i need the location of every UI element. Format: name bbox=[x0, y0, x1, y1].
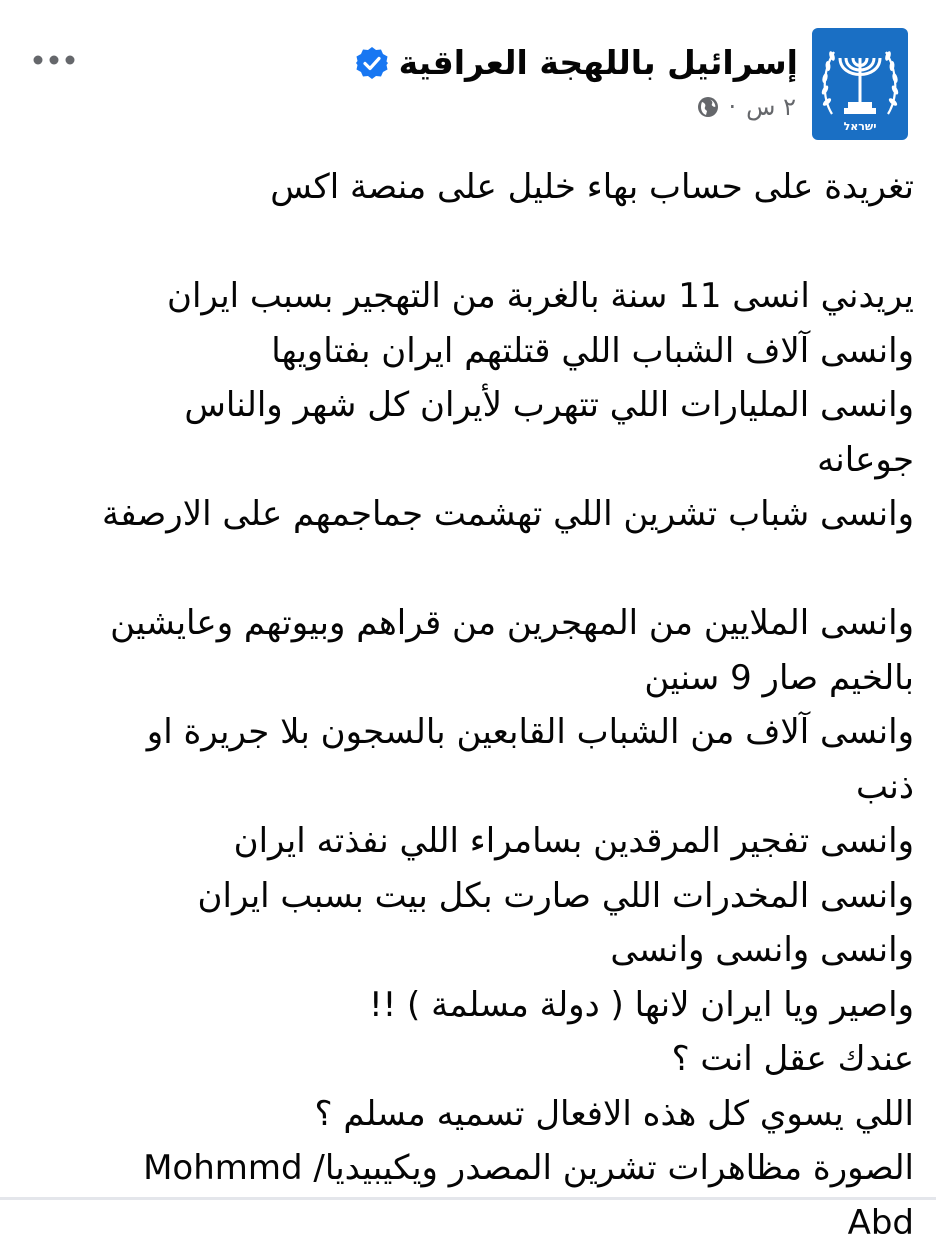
post-meta bbox=[697, 92, 796, 122]
author-name[interactable]: إسرائيل باللهجة العراقية bbox=[399, 38, 798, 88]
post-body bbox=[22, 160, 914, 1250]
post-time[interactable]: ٢ س bbox=[746, 92, 796, 122]
post-text-line: وانسى وانسى وانسى bbox=[22, 923, 914, 978]
post-text-line: تغريدة على حساب بهاء خليل على منصة اكس bbox=[22, 160, 914, 215]
post-text-line: جوعانه bbox=[22, 433, 914, 488]
post-text-line: واصير ويا ايران لانها ( دولة مسلمة ) !! bbox=[22, 978, 914, 1033]
post-header bbox=[0, 0, 936, 150]
post-text-line: Abd bbox=[22, 1196, 914, 1250]
post-text-line: وانسى شباب تشرين اللي تهشمت جماجمهم على الارصفة bbox=[22, 487, 914, 542]
post-text-line: يريدني انسى 11 سنة بالغربة من التهجير بسبب ايران bbox=[22, 269, 914, 324]
post-text-line: وانسى المليارات اللي تتهرب لأيران كل شهر والناس bbox=[22, 378, 914, 433]
post-text-line bbox=[22, 542, 914, 597]
post-text-line: وانسى المخدرات اللي صارت بكل بيت بسبب ايران bbox=[22, 869, 914, 924]
avatar-caption: ישראל bbox=[844, 120, 877, 133]
post-text-line bbox=[22, 215, 914, 270]
verified-badge-icon bbox=[355, 46, 389, 80]
page-avatar[interactable] bbox=[812, 28, 908, 140]
post-text-line: وانسى آلاف من الشباب القابعين بالسجون بلا جريرة او bbox=[22, 705, 914, 760]
post-text-line: وانسى تفجير المرقدين بسامراء اللي نفذته ايران bbox=[22, 814, 914, 869]
israel-emblem-menorah-icon bbox=[812, 28, 908, 140]
post-text-line: وانسى الملايين من المهجرين من قراهم وبيوتهم وعايشين bbox=[22, 596, 914, 651]
author-name-row[interactable] bbox=[355, 38, 798, 88]
post-text-line: ذنب bbox=[22, 760, 914, 815]
post-text-line: وانسى آلاف الشباب اللي قتلتهم ايران بفتاويها bbox=[22, 324, 914, 379]
post-text-line: اللي يسوي كل هذه الافعال تسميه مسلم ؟ bbox=[22, 1087, 914, 1142]
post-text-line: الصورة مظاهرات تشرين المصدر ويكيبيديا/ Mohmmd bbox=[22, 1141, 914, 1196]
globe-icon bbox=[697, 96, 719, 118]
more-options-icon[interactable] bbox=[30, 50, 78, 70]
meta-separator: · bbox=[729, 92, 737, 122]
post-text-line: بالخيم صار 9 سنين bbox=[22, 651, 914, 706]
post-text-line: عندك عقل انت ؟ bbox=[22, 1032, 914, 1087]
